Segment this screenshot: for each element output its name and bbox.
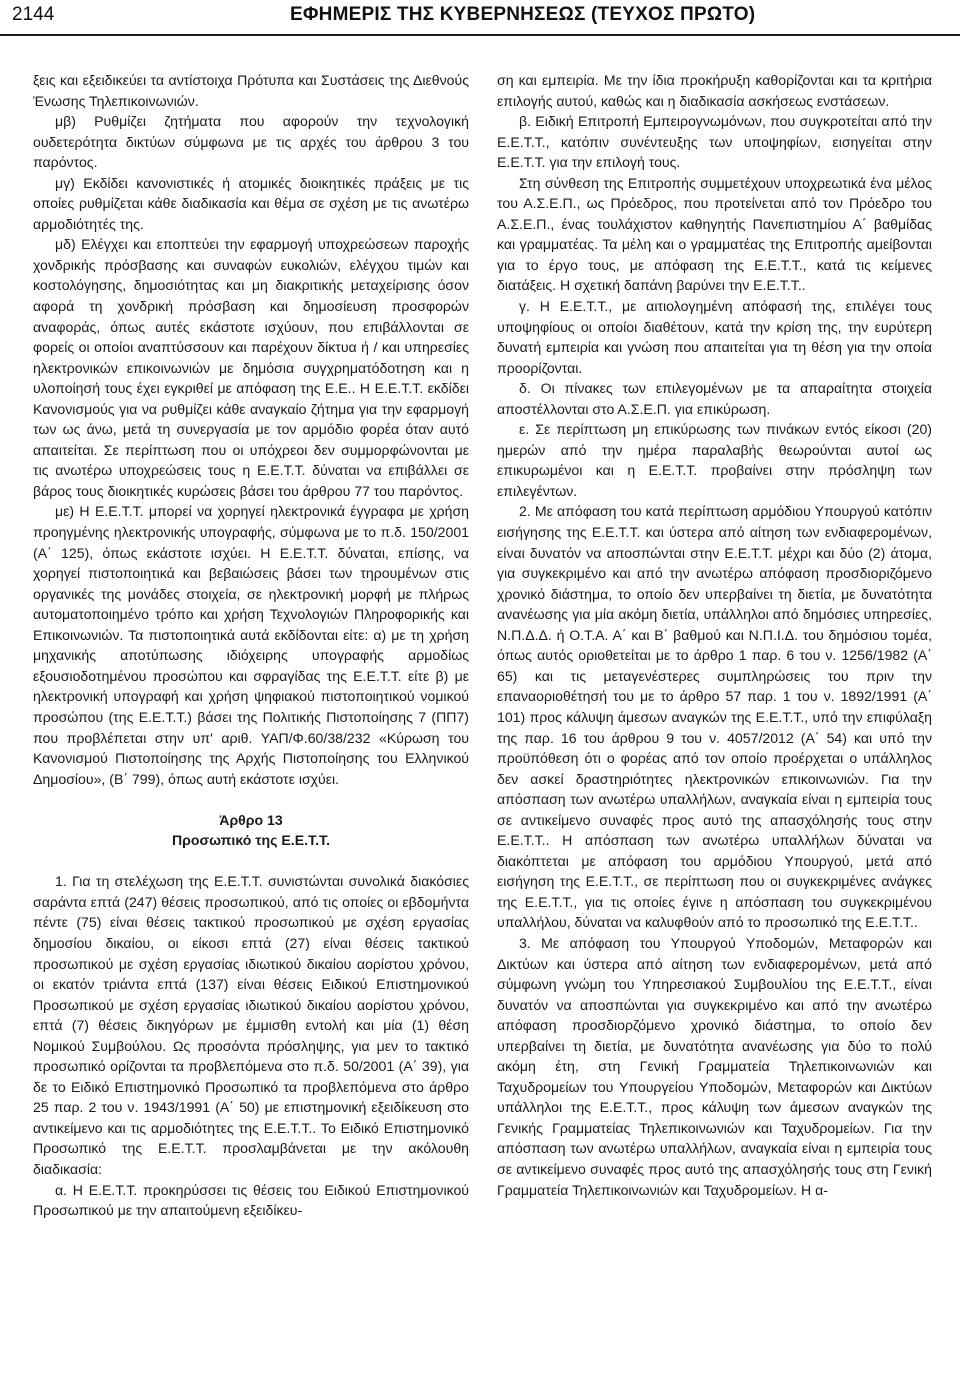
page-number: 2144 (12, 4, 55, 25)
article-title: Προσωπικό της Ε.Ε.Τ.Τ. (171, 832, 330, 849)
paragraph-continuation: ξεις και εξειδικεύει τα αντίστοιχα Πρότυπα και Συστάσεις της Διεθνούς Ένωσης Τηλεπικοινωνιών. (33, 72, 469, 109)
paragraph-mv: μβ) Ρυθμίζει ζητήματα που αφορούν την τεχνολογική ουδετερότητα δικτύων σύμφωνα με τις αρχές του άρθρου 3 του παρόντος. (33, 113, 469, 171)
paragraph-a: α. Η Ε.Ε.Τ.Τ. προκηρύσσει τις θέσεις του Ειδικού Επιστημονικού Προσωπικού με την απαιτούμενη εξειδίκευ- (33, 1181, 469, 1219)
gazette-title: ΕΦΗΜΕΡΙΣ ΤΗΣ ΚΥΒΕΡΝΗΣΕΩΣ (ΤΕΥΧΟΣ ΠΡΩΤΟ) (290, 4, 756, 25)
paragraph-3: 3. Με απόφαση του Υπουργού Υποδομών, Μεταφορών και Δικτύων και ύστερα από αίτηση των ενδιαφερομένων, μετά από σύμφωνη γνώμη του Υπηρεσιακού Συμβουλίου της Ε.Ε.Τ.Τ., είναι δυνατόν να αποσπώνται για συγκεκριμένο και από την ανωτέρω απόφαση προσδιορζόμενο χρονικό διάστημα, το οποίο δεν υπερβαίνει τη διετία, με δυνατότητα ανανέωσης για δύο το πολύ ακόμη έτη, στη Γενική Γραμματεία Τηλεπικοινωνιών και Ταχυδρομείων του Υπουργείου Υποδομών, Μεταφορών και Δικτύων υπάλληλοι της Ε.Ε.Τ.Τ., προς κάλυψη των άμεσων αναγκών της Γενικής Γραμματείας Τηλεπικοινωνιών και Ταχυδρομείων. Για την απόσπαση των ανωτέρω υπαλλήλων, αναγκαία είναι η εμπειρία τους σε αντικείμενο συναφές προς αυτό της απασχόλησής τους στη Γενική Γραμματεία Τηλεπικοινωνιών και Ταχυδρομείων. Η α- (497, 934, 932, 1198)
paragraph-committee: Στη σύνθεση της Επιτροπής συμμετέχουν υποχρεωτικά ένα μέλος του Α.Σ.Ε.Π., ως Πρόεδρος, που προτείνεται από τον Πρόεδρο του Α.Σ.Ε.Π., ένας τουλάχιστον καθηγητής Πανεπιστημίου Α΄ βαθμίδας και γραμματέας. Τα μέλη και ο γραμματέας της Επιτροπής αμείβονται για το έργο τους, με απόφαση της Ε.Ε.Τ.Τ., κατά τις κείμενες διατάξεις. Η σχετική δαπάνη βαρύνει την Ε.Ε.Τ.Τ.. (497, 174, 932, 294)
article-number: Άρθρο 13 (219, 811, 283, 828)
right-column (497, 70, 932, 1200)
paragraph-e: ε. Σε περίπτωση μη επικύρωσης των πινάκων εντός είκοσι (20) ημερών από την ημέρα παραλαβής θεωρούνται αυτοί ως επικυρωμένοι και η Ε.Ε.Τ.Τ. προβαίνει στην πρόσληψη των επιλεγέντων. (497, 421, 932, 499)
paragraph-1: 1. Για τη στελέχωση της Ε.Ε.Τ.Τ. συνιστώνται συνολικά διακόσιες σαράντα επτά (247) θέσεις προσωπικού, από τις οποίες οι εβδομήντα πέντε (75) είναι θέσεις τακτικού προσωπικού με σχέση εργασίας δημοσίου δικαίου, οι είκοσι επτά (27) είναι θέσεις τακτικού προσωπικού με σχέση εργασίας ιδιωτικού δικαίου αορίστου χρόνου, οι εκατόν τριάντα επτά (137) είναι θέσεις Ειδικού Επιστημονικού Προσωπικού με σχέση εργασίας ιδιωτικού δικαίου αορίστου χρόνου, επτά (7) θέσεις δικηγόρων με έμμισθη εντολή και μία (1) θέση Νομικού Συμβούλου. Ως προσόντα πρόσληψης, για μεν το τακτικό προσωπικό ορίζονται τα προβλεπόμενα στο π.δ. 50/2001 (Α΄ 39), για δε το Ειδικό Επιστημονικό Προσωπικό τα προβλεπόμενα στο άρθρο 25 παρ. 2 του ν. 1943/1991 (Α΄ 50) με επιστημονική εξειδίκευση στο αντικείμενο και τις αρμοδιότητες της Ε.Ε.Τ.Τ.. Το Ειδικό Επιστημονικό Προσωπικό της Ε.Ε.Τ.Τ. προσλαμβάνεται με την ακόλουθη διαδικασία: (33, 873, 469, 1177)
paragraph-me: με) Η Ε.Ε.Τ.Τ. μπορεί να χορηγεί ηλεκτρονικά έγγραφα με χρήση προηγμένης ηλεκτρονικής υπογραφής, σύμφωνα με το π.δ. 150/2001 (Α΄ 125), όπως εκάστοτε ισχύει. Η Ε.Ε.Τ.Τ. δύναται, επίσης, να χορηγεί πιστοποιητικά και βεβαιώσεις βάσει των τηρουμένων στις οργανικές της μονάδες στοιχεία, σε ηλεκτρονική μορφή με πλήρως αυτοματοποιημένο τρόπο και χρήση Τεχνολογιών Πληροφορικής και Επικοινωνιών. Τα πιστοποιητικά αυτά εκδίδονται είτε: α) με τη χρήση μηχανικής αποτύπωσης ιδιόχειρης υπογραφής αρμοδίως εξουσιοδοτημένου προσώπου και σφραγίδας της Ε.Ε.Τ.Τ. είτε β) με ηλεκτρονική υπογραφή και χρήση ψηφιακού πιστοποιητικού νομικού προσώπου (της Ε.Ε.Τ.Τ.) βάσει της Πολιτικής Πιστοποίησης 7 (ΠΠ7) που προβλέπεται στην υπ' αριθ. ΥΑΠ/Φ.60/38/232 «Κύρωση του Κανονισμού Πιστοποίησης της Αρχής Πιστοποίησης του Ελληνικού Δημοσίου», (Β΄ 799), όπως αυτή εκάστοτε ισχύει. (33, 503, 469, 787)
paragraph-md: μδ) Ελέγχει και εποπτεύει την εφαρμογή υποχρεώσεων παροχής χονδρικής πρόσβασης και συναφών ευκολιών, ελέγχου τιμών και κοστολόγησης, δημοσιότητας και μη διακριτικής μεταχείρισης όσον αφορά τη χονδρική πρόσβαση και δημοσίευση προσφορών αναφοράς, όπως αυτές εκάστοτε ισχύουν, που επιβάλλονται σε φορείς οι οποίοι αναπτύσσουν και παρέχουν δίκτυα ή / και υπηρεσίες ηλεκτρονικών επικοινωνιών με δημόσια συγχρηματόδοτηση και η υλοποίησή τους έχει εγκριθεί με απόφαση της Ε.Ε.. Η Ε.Ε.Τ.Τ. εκδίδει Κανονισμούς για να ρυθμίζει κάθε αναγκαίο ζήτημα για την εφαρμογή των ως άνω, μετά τη συνεργασία με τον αρμόδιο φορέα όταν αυτό απαιτείται. Σε περίπτωση που οι υπόχρεοι δεν συμμορφώνονται με τις ανωτέρω υποχρεώσεις τους η Ε.Ε.Τ.Τ. δύναται να επιβάλλει σε βάρος τους διοικητικές κυρώσεις βάσει του άρθρου 77 του παρόντος. (33, 236, 469, 499)
page-header (0, 0, 960, 34)
header-rule (0, 34, 960, 36)
paragraph-mg: μγ) Εκδίδει κανονιστικές ή ατομικές διοικητικές πράξεις με τις οποίες ρυθμίζεται κάθε διαδικασία και θέμα σε σχέση με τις ανωτέρω αρμοδιότητές της. (33, 174, 469, 232)
paragraph-2: 2. Με απόφαση του κατά περίπτωση αρμόδιου Υπουργού κατόπιν εισήγησης της Ε.Ε.Τ.Τ. και ύστερα από αίτηση των ενδιαφερομένων, είναι δυνατόν να αποσπώνται στην Ε.Ε.Τ.Τ. μέχρι και δύο (2) άτομα, για συγκεκριμένο και από την ανωτέρω απόφαση προσδιοριζόμενο χρονικό διάστημα, το οποίο δεν υπερβαίνει τη διετία, με δυνατότητα ανανέωσης για μία ακόμη διετία, υπάλληλοι από δημόσιες υπηρεσίες, Ν.Π.Δ.Δ. ή Ο.Τ.Α. Α΄ και Β΄ βαθμού και Ν.Π.Ι.Δ. του δημόσιου τομέα, όπως αυτός οριοθετείται με το άρθρο 1 παρ. 6 του ν. 1256/1982 (Α΄ 65) και τις μεταγενέστερες συμπληρώσεις του πριν την επαναοριοθέτησή του με το άρθρο 57 παρ. 1 του ν. 1892/1991 (Α΄ 101) προς κάλυψη άμεσων αναγκών της Ε.Ε.Τ.Τ., υπό την επιφύλαξη της παρ. 16 του άρθρου 9 του ν. 4057/2012 (Α΄ 54) και υπό την προϋπόθεση ότι ο φορέας από τον οποίο προέρχεται ο υπάλληλος δεν ασκεί δραστηριότητες ηλεκτρονικών επικοινωνιών. Για την απόσπαση των ανωτέρω υπαλλήλων, αναγκαία είναι η εμπειρία τους σε αντικείμενο συναφές προς αυτό της απασχόλησής τους στην Ε.Ε.Τ.Τ.. Η απόσπαση των ανωτέρω υπαλλήλων δύναται να διακόπτεται με απόφαση του αρμόδιου Υπουργού, μετά από εισήγηση της Ε.Ε.Τ.Τ., σε περίπτωση που οι συγκεκριμένες ανάγκες της Ε.Ε.Τ.Τ., για τις οποίες έγινε η απόσπαση του συγκεκριμένου υπαλλήλου, δύναται να καλυφθούν από το προσωπικό της Ε.Ε.Τ.Τ.. (497, 503, 932, 931)
paragraph-g: γ. Η Ε.Ε.Τ.Τ., με αιτιολογημένη απόφασή της, επιλέγει τους υποψηφίους οι οποίοι διαθέτουν, κατά την κρίση της, την ευρύτερη δυνατή εμπειρία και γνώση που απαιτείται για τη θέση για την οποία προορίζονται. (497, 298, 932, 376)
paragraph-continuation: ση και εμπειρία. Με την ίδια προκήρυξη καθορίζονται και τα κριτήρια επιλογής αυτού, καθώς και η διαδικασία ασκήσεως ενστάσεων. (497, 72, 932, 109)
paragraph-d: δ. Οι πίνακες των επιλεγομένων με τα απαραίτητα στοιχεία αποστέλλονται στο Α.Σ.Ε.Π. για επικύρωση. (497, 380, 932, 417)
paragraph-b: β. Ειδική Επιτροπή Εμπειρογνωμόνων, που συγκροτείται από την Ε.Ε.Τ.Τ., κατόπιν συνέντευξης των υποψηφίων, εισηγείται στην Ε.Ε.Τ.Τ. για την επιλογή τους. (497, 113, 932, 171)
left-column (33, 70, 469, 1221)
